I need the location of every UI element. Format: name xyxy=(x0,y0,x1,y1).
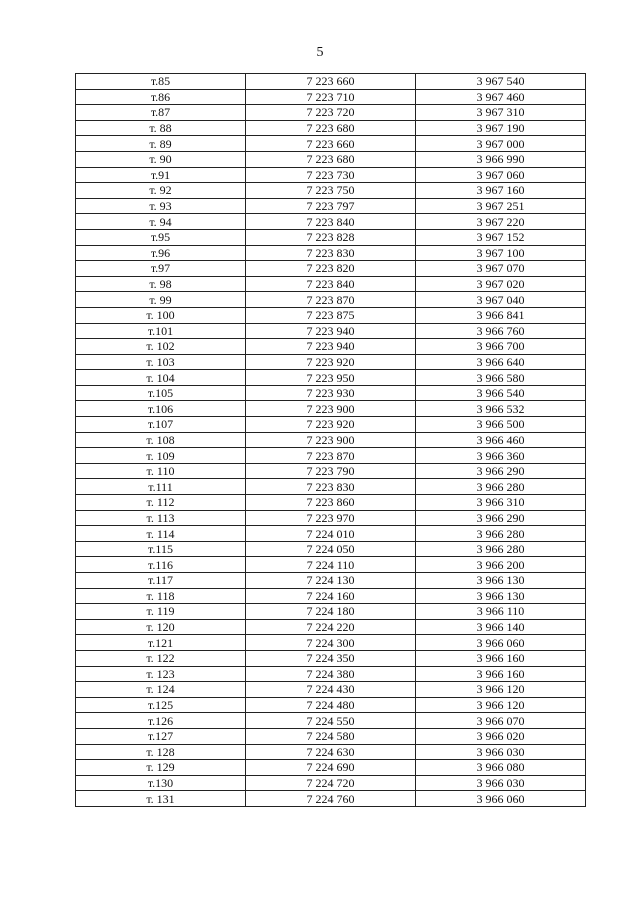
table-row xyxy=(76,541,586,557)
y-coordinate-cell: 3 966 640 xyxy=(416,354,586,370)
table-row xyxy=(76,697,586,713)
coordinates-table xyxy=(75,73,586,807)
table-row xyxy=(76,448,586,464)
y-coordinate-cell: 3 967 040 xyxy=(416,292,586,308)
table-row xyxy=(76,495,586,511)
point-label-cell: т. 94 xyxy=(76,214,246,230)
x-coordinate-cell: 7 224 430 xyxy=(246,682,416,698)
x-coordinate-cell: 7 223 870 xyxy=(246,292,416,308)
table-row xyxy=(76,417,586,433)
x-coordinate-cell: 7 224 010 xyxy=(246,526,416,542)
table-row xyxy=(76,401,586,417)
y-coordinate-cell: 3 966 140 xyxy=(416,619,586,635)
point-label-cell: т.111 xyxy=(76,479,246,495)
y-coordinate-cell: 3 967 060 xyxy=(416,167,586,183)
point-label-cell: т.105 xyxy=(76,385,246,401)
y-coordinate-cell: 3 966 020 xyxy=(416,728,586,744)
point-label-cell: т. 89 xyxy=(76,136,246,152)
x-coordinate-cell: 7 224 760 xyxy=(246,791,416,807)
point-label-cell: т.116 xyxy=(76,557,246,573)
x-coordinate-cell: 7 224 580 xyxy=(246,728,416,744)
table-row xyxy=(76,479,586,495)
y-coordinate-cell: 3 967 310 xyxy=(416,105,586,121)
y-coordinate-cell: 3 966 841 xyxy=(416,307,586,323)
table-row xyxy=(76,105,586,121)
x-coordinate-cell: 7 224 690 xyxy=(246,760,416,776)
y-coordinate-cell: 3 966 360 xyxy=(416,448,586,464)
y-coordinate-cell: 3 966 460 xyxy=(416,432,586,448)
x-coordinate-cell: 7 223 680 xyxy=(246,151,416,167)
table-row xyxy=(76,760,586,776)
x-coordinate-cell: 7 223 840 xyxy=(246,276,416,292)
point-label-cell: т. 102 xyxy=(76,339,246,355)
table-row xyxy=(76,214,586,230)
point-label-cell: т.95 xyxy=(76,229,246,245)
table-row xyxy=(76,510,586,526)
table-row xyxy=(76,728,586,744)
x-coordinate-cell: 7 223 797 xyxy=(246,198,416,214)
page-number: 5 xyxy=(316,45,324,60)
point-label-cell: т. 100 xyxy=(76,307,246,323)
y-coordinate-cell: 3 967 100 xyxy=(416,245,586,261)
x-coordinate-cell: 7 223 830 xyxy=(246,245,416,261)
table-row xyxy=(76,261,586,277)
x-coordinate-cell: 7 223 720 xyxy=(246,105,416,121)
point-label-cell: т. 110 xyxy=(76,463,246,479)
y-coordinate-cell: 3 966 200 xyxy=(416,557,586,573)
y-coordinate-cell: 3 966 760 xyxy=(416,323,586,339)
point-label-cell: т. 93 xyxy=(76,198,246,214)
point-label-cell: т.107 xyxy=(76,417,246,433)
table-row xyxy=(76,557,586,573)
x-coordinate-cell: 7 223 828 xyxy=(246,229,416,245)
table-row xyxy=(76,650,586,666)
point-label-cell: т.126 xyxy=(76,713,246,729)
y-coordinate-cell: 3 967 540 xyxy=(416,74,586,90)
point-label-cell: т.96 xyxy=(76,245,246,261)
y-coordinate-cell: 3 966 070 xyxy=(416,713,586,729)
point-label-cell: т. 113 xyxy=(76,510,246,526)
x-coordinate-cell: 7 224 720 xyxy=(246,775,416,791)
point-label-cell: т. 124 xyxy=(76,682,246,698)
x-coordinate-cell: 7 223 820 xyxy=(246,261,416,277)
point-label-cell: т.125 xyxy=(76,697,246,713)
point-label-cell: т. 114 xyxy=(76,526,246,542)
table-row xyxy=(76,151,586,167)
y-coordinate-cell: 3 966 290 xyxy=(416,463,586,479)
point-label-cell: т.97 xyxy=(76,261,246,277)
x-coordinate-cell: 7 223 710 xyxy=(246,89,416,105)
y-coordinate-cell: 3 966 700 xyxy=(416,339,586,355)
table-row xyxy=(76,120,586,136)
y-coordinate-cell: 3 967 251 xyxy=(416,198,586,214)
y-coordinate-cell: 3 966 130 xyxy=(416,573,586,589)
x-coordinate-cell: 7 223 660 xyxy=(246,136,416,152)
table-row xyxy=(76,619,586,635)
point-label-cell: т. 118 xyxy=(76,588,246,604)
y-coordinate-cell: 3 967 190 xyxy=(416,120,586,136)
x-coordinate-cell: 7 224 630 xyxy=(246,744,416,760)
table-row xyxy=(76,791,586,807)
y-coordinate-cell: 3 966 500 xyxy=(416,417,586,433)
x-coordinate-cell: 7 223 920 xyxy=(246,417,416,433)
table-row xyxy=(76,666,586,682)
point-label-cell: т. 122 xyxy=(76,650,246,666)
table-row xyxy=(76,370,586,386)
point-label-cell: т. 99 xyxy=(76,292,246,308)
x-coordinate-cell: 7 223 830 xyxy=(246,479,416,495)
point-label-cell: т.117 xyxy=(76,573,246,589)
y-coordinate-cell: 3 966 990 xyxy=(416,151,586,167)
y-coordinate-cell: 3 967 160 xyxy=(416,183,586,199)
point-label-cell: т. 120 xyxy=(76,619,246,635)
y-coordinate-cell: 3 966 130 xyxy=(416,588,586,604)
point-label-cell: т.91 xyxy=(76,167,246,183)
point-label-cell: т.106 xyxy=(76,401,246,417)
table-row xyxy=(76,183,586,199)
point-label-cell: т. 131 xyxy=(76,791,246,807)
point-label-cell: т.86 xyxy=(76,89,246,105)
x-coordinate-cell: 7 224 550 xyxy=(246,713,416,729)
table-row xyxy=(76,307,586,323)
x-coordinate-cell: 7 223 860 xyxy=(246,495,416,511)
x-coordinate-cell: 7 223 840 xyxy=(246,214,416,230)
point-label-cell: т. 128 xyxy=(76,744,246,760)
x-coordinate-cell: 7 224 480 xyxy=(246,697,416,713)
y-coordinate-cell: 3 966 280 xyxy=(416,541,586,557)
table-row xyxy=(76,276,586,292)
table-row xyxy=(76,526,586,542)
x-coordinate-cell: 7 223 750 xyxy=(246,183,416,199)
x-coordinate-cell: 7 223 920 xyxy=(246,354,416,370)
table-row xyxy=(76,229,586,245)
point-label-cell: т. 112 xyxy=(76,495,246,511)
table-row xyxy=(76,635,586,651)
table-row xyxy=(76,432,586,448)
x-coordinate-cell: 7 224 110 xyxy=(246,557,416,573)
table-row xyxy=(76,588,586,604)
x-coordinate-cell: 7 224 160 xyxy=(246,588,416,604)
point-label-cell: т.85 xyxy=(76,74,246,90)
x-coordinate-cell: 7 224 380 xyxy=(246,666,416,682)
point-label-cell: т. 129 xyxy=(76,760,246,776)
y-coordinate-cell: 3 966 080 xyxy=(416,760,586,776)
table-row xyxy=(76,167,586,183)
point-label-cell: т. 103 xyxy=(76,354,246,370)
point-label-cell: т.87 xyxy=(76,105,246,121)
table-row xyxy=(76,89,586,105)
y-coordinate-cell: 3 966 160 xyxy=(416,650,586,666)
point-label-cell: т. 90 xyxy=(76,151,246,167)
y-coordinate-cell: 3 966 030 xyxy=(416,775,586,791)
table-row xyxy=(76,463,586,479)
point-label-cell: т.115 xyxy=(76,541,246,557)
table-row xyxy=(76,604,586,620)
y-coordinate-cell: 3 967 220 xyxy=(416,214,586,230)
y-coordinate-cell: 3 966 280 xyxy=(416,526,586,542)
x-coordinate-cell: 7 223 875 xyxy=(246,307,416,323)
table-row xyxy=(76,744,586,760)
coordinates-table-body xyxy=(76,74,586,807)
point-label-cell: т.130 xyxy=(76,775,246,791)
y-coordinate-cell: 3 967 000 xyxy=(416,136,586,152)
point-label-cell: т. 104 xyxy=(76,370,246,386)
x-coordinate-cell: 7 224 350 xyxy=(246,650,416,666)
y-coordinate-cell: 3 966 060 xyxy=(416,635,586,651)
x-coordinate-cell: 7 224 130 xyxy=(246,573,416,589)
x-coordinate-cell: 7 223 900 xyxy=(246,432,416,448)
y-coordinate-cell: 3 967 460 xyxy=(416,89,586,105)
y-coordinate-cell: 3 966 280 xyxy=(416,479,586,495)
y-coordinate-cell: 3 966 540 xyxy=(416,385,586,401)
table-row xyxy=(76,385,586,401)
point-label-cell: т. 123 xyxy=(76,666,246,682)
table-row xyxy=(76,198,586,214)
table-row xyxy=(76,713,586,729)
x-coordinate-cell: 7 224 180 xyxy=(246,604,416,620)
point-label-cell: т. 88 xyxy=(76,120,246,136)
x-coordinate-cell: 7 223 680 xyxy=(246,120,416,136)
x-coordinate-cell: 7 223 730 xyxy=(246,167,416,183)
point-label-cell: т. 119 xyxy=(76,604,246,620)
table-row xyxy=(76,775,586,791)
x-coordinate-cell: 7 224 220 xyxy=(246,619,416,635)
x-coordinate-cell: 7 223 950 xyxy=(246,370,416,386)
y-coordinate-cell: 3 966 532 xyxy=(416,401,586,417)
x-coordinate-cell: 7 223 970 xyxy=(246,510,416,526)
point-label-cell: т. 98 xyxy=(76,276,246,292)
table-row xyxy=(76,354,586,370)
x-coordinate-cell: 7 223 930 xyxy=(246,385,416,401)
x-coordinate-cell: 7 223 940 xyxy=(246,339,416,355)
table-row xyxy=(76,136,586,152)
point-label-cell: т.127 xyxy=(76,728,246,744)
table-row xyxy=(76,292,586,308)
x-coordinate-cell: 7 224 300 xyxy=(246,635,416,651)
y-coordinate-cell: 3 966 160 xyxy=(416,666,586,682)
table-row xyxy=(76,339,586,355)
y-coordinate-cell: 3 966 030 xyxy=(416,744,586,760)
table-row xyxy=(76,74,586,90)
x-coordinate-cell: 7 223 660 xyxy=(246,74,416,90)
y-coordinate-cell: 3 966 120 xyxy=(416,682,586,698)
point-label-cell: т. 92 xyxy=(76,183,246,199)
table-row xyxy=(76,573,586,589)
y-coordinate-cell: 3 966 110 xyxy=(416,604,586,620)
y-coordinate-cell: 3 967 070 xyxy=(416,261,586,277)
point-label-cell: т. 108 xyxy=(76,432,246,448)
x-coordinate-cell: 7 223 790 xyxy=(246,463,416,479)
point-label-cell: т.121 xyxy=(76,635,246,651)
x-coordinate-cell: 7 224 050 xyxy=(246,541,416,557)
table-row xyxy=(76,682,586,698)
y-coordinate-cell: 3 966 290 xyxy=(416,510,586,526)
y-coordinate-cell: 3 967 020 xyxy=(416,276,586,292)
y-coordinate-cell: 3 966 060 xyxy=(416,791,586,807)
y-coordinate-cell: 3 966 580 xyxy=(416,370,586,386)
x-coordinate-cell: 7 223 940 xyxy=(246,323,416,339)
x-coordinate-cell: 7 223 900 xyxy=(246,401,416,417)
y-coordinate-cell: 3 966 310 xyxy=(416,495,586,511)
table-row xyxy=(76,245,586,261)
y-coordinate-cell: 3 967 152 xyxy=(416,229,586,245)
table-row xyxy=(76,323,586,339)
x-coordinate-cell: 7 223 870 xyxy=(246,448,416,464)
point-label-cell: т.101 xyxy=(76,323,246,339)
point-label-cell: т. 109 xyxy=(76,448,246,464)
y-coordinate-cell: 3 966 120 xyxy=(416,697,586,713)
